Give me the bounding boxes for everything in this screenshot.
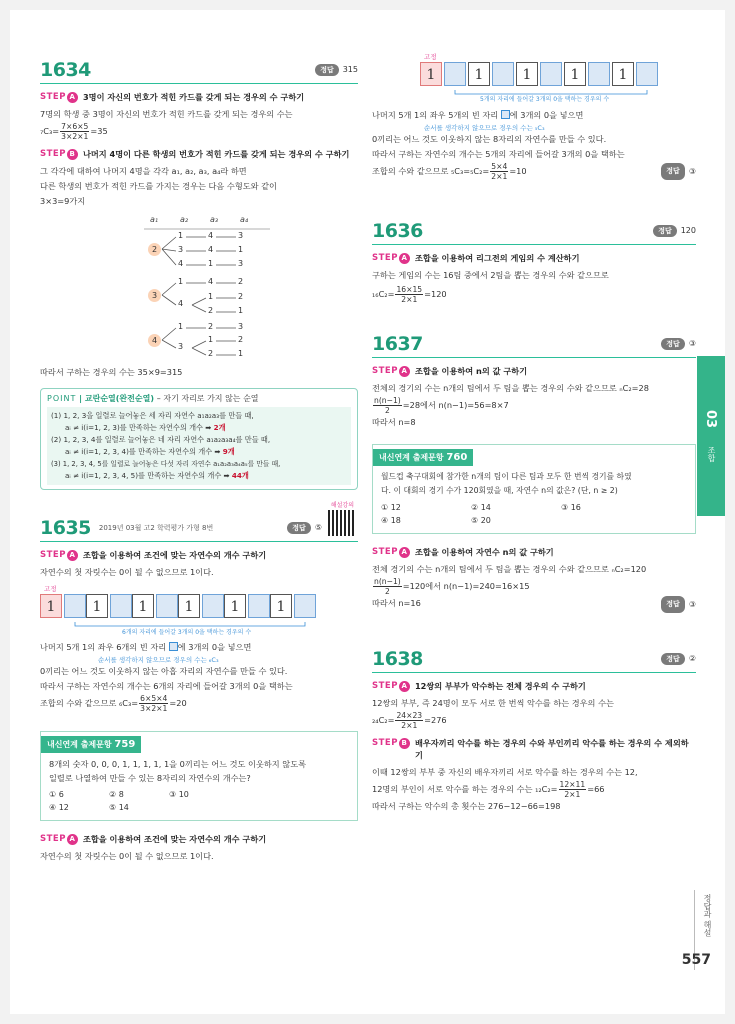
- conclusion: 따라서 구하는 경우의 수는 35×9=315: [40, 367, 183, 377]
- qr-code-icon[interactable]: [328, 510, 354, 536]
- step-title: 3명이 자신의 번호가 적힌 카드를 갖게 되는 경우의 수 구하기: [82, 92, 305, 102]
- answer-value: 120: [680, 226, 696, 235]
- text-line: 자연수의 첫 자릿수는 0이 될 수 없으므로 1이다.: [40, 567, 214, 577]
- formula-line: ₁₆C₂= $\frac{16\times 15}{2\times 1}$ =120: [372, 285, 447, 304]
- card: 1: [178, 594, 200, 618]
- problem-1637-header: [372, 332, 696, 358]
- card: 1: [132, 594, 154, 618]
- point-box: [40, 388, 358, 490]
- linked-body: 월드컵 축구대회에 참가한 n개의 팀이 다른 팀과 모두 한 번씩 경기를 하였 다. 이 대회의 경기 수가 120회였을 때, 자연수 n의 값은? (단, n ≥ 2) ① 12 ② 14 ③ 16 ④ 18 ⑤ 20: [373, 466, 695, 533]
- answer: [653, 225, 696, 237]
- text-line: 7명의 학생 중 3명이 자신의 번호가 적힌 카드를 갖게 되는 경우의 수는: [40, 109, 293, 119]
- problem-1635-header: [40, 502, 358, 542]
- tree-diagram: a₁ a₂ a₃ a₄ 2 3 4 1 4 3 3 4 1 4 1 3 1 4 2 4 1 2 2 1 1 2 3 3 1 2 2 1: [40, 215, 358, 365]
- text-line: 구하는 게임의 수는 16팀 중에서 2팀을 뽑는 경우의 수와 같으므로: [372, 270, 609, 280]
- qr-label: 해설강의: [330, 502, 354, 509]
- card: 1: [612, 62, 634, 86]
- card: 1: [516, 62, 538, 86]
- formula-line: $\frac{n(n-1)}{2}$ =120에서 n(n−1)=240=16×15: [374, 577, 530, 596]
- tree-header: a₂: [180, 215, 189, 224]
- blank-slot: [588, 62, 610, 86]
- card: 1: [86, 594, 108, 618]
- chapter-tab[interactable]: [697, 356, 725, 516]
- step-tag: STEP A: [40, 549, 78, 561]
- page-number: 557: [681, 952, 711, 968]
- formula-line: 따라서 n=16 정답 ③: [372, 596, 696, 613]
- linked-problem-760: [372, 444, 696, 534]
- text-line: 이때 12쌍의 부부 중 자신의 배우자끼리 서로 악수를 하는 경우의 수는 12,: [372, 767, 638, 777]
- fixed-card: 1: [420, 62, 442, 86]
- step-a-heading: [40, 91, 358, 103]
- card: 1: [468, 62, 490, 86]
- problem-1636-header: [372, 219, 696, 245]
- card-diagram: [40, 584, 358, 640]
- answer-badge: 정답: [661, 338, 685, 350]
- problem-number: 1638: [372, 647, 423, 670]
- step-a-heading: [40, 833, 358, 845]
- step-title: 조합을 이용하여 조건에 맞는 자연수의 개수 구하기: [82, 834, 267, 844]
- step-a-heading: [40, 549, 358, 561]
- step-a-heading: [372, 680, 696, 692]
- point-title: POINT | 교란순열(완전순열) – 자기 자리로 가지 않는 순열: [47, 394, 259, 403]
- formula-line: $\frac{n(n-1)}{2}$ =28에서 n(n−1)=56=8×7: [374, 396, 509, 415]
- fixed-card: 1: [40, 594, 62, 618]
- step-tag: STEP A: [372, 546, 410, 558]
- problem-1634-header: [40, 58, 358, 84]
- linked-header: 내신연계 출제문항 759: [41, 736, 141, 753]
- text-line: 따라서 구하는 악수의 총 횟수는 276−12−66=198: [372, 801, 561, 811]
- blank-slot: [156, 594, 178, 618]
- step-tag: STEP A: [372, 680, 410, 692]
- text-line: 따라서 구하는 자연수의 개수는 5개의 자리에 들어갈 3개의 0을 택하는: [372, 149, 625, 159]
- blank-slot: [540, 62, 562, 86]
- left-column: [40, 58, 358, 864]
- problem-number: 1634: [40, 58, 91, 81]
- formula-line: 12명의 부인이 서로 악수를 하는 경우의 수는 ₁₂C₂= $\frac{12\times 11}{2\times 1}$ =66: [372, 780, 605, 799]
- problem-number: 1637: [372, 332, 423, 355]
- text-line: 나머지 5개 1의 좌우 6개의 빈 자리 에 3개의 0을 넣으면: [40, 642, 252, 652]
- answer: [315, 64, 358, 76]
- formula-line: ₂₄C₂= $\frac{24\times 23}{2\times 1}$ =276: [372, 711, 447, 730]
- fixed-label: 고정: [424, 53, 437, 61]
- tree-header: a₄: [240, 215, 249, 224]
- step-a-heading: [372, 546, 696, 558]
- text-line: 따라서 구하는 자연수의 개수는 6개의 자리에 들어갈 3개의 0을 택하는: [40, 681, 293, 691]
- formula-line: 조합의 수와 같으므로 ₆C₃= $\frac{6\times 5\times 4}{3\times 2\times 1}$ =20: [40, 694, 187, 713]
- step-b-heading: [40, 148, 358, 160]
- card: 1: [270, 594, 292, 618]
- card: 1: [224, 594, 246, 618]
- text-line: 따라서 n=8: [372, 417, 416, 427]
- answer: 정답 ③: [661, 596, 696, 613]
- answer-value: ⑤: [314, 523, 322, 532]
- linked-body: 8개의 숫자 0, 0, 0, 1, 1, 1, 1, 1을 0끼리는 어느 것도 이웃하지 않도록 일렬로 나열하여 만들 수 있는 8자리의 자연수의 개수는? ① 6 ② 8 ③ 10 ④ 12 ⑤ 14: [41, 753, 357, 820]
- blank-slot: [636, 62, 658, 86]
- footer-label: 정답과 해설: [703, 894, 712, 937]
- step-tag: STEP A: [372, 252, 410, 264]
- note: 순서를 생각하지 않으므로 경우의 수는 ₆C₃: [98, 656, 219, 664]
- answer-value: ③: [688, 339, 696, 348]
- text-line: 0끼리는 어느 것도 이웃하지 않는 8자리의 자연수를 만들 수 있다.: [372, 134, 607, 144]
- point-content: (1) 1, 2, 3을 일렬로 늘어놓은 세 자리 자연수 a₁a₂a₃를 만들 때, aᵢ ≠ i(i=1, 2, 3)를 만족하는 자연수의 개수 ➡ 2개 (2) 1, 2, 3, 4를 일렬로 늘어놓은 네 자리 자연수 a₁a₂a₃a₄를 만들 때, aᵢ ≠ i(i=1, 2, 3, 4)를 만족하는 자연수의 개수 ➡ 9개 (3) 1, 2, 3, 4, 5를 일렬로 늘어놓은 다섯 자리 자연수 a₁a₂a₃a₄a₅를 만들 때, aᵢ ≠ i(i=1, 2, 3, 4, 5)를 만족하는 자연수의 개수 ➡ 44개: [47, 407, 351, 485]
- answer: [287, 522, 322, 534]
- card-diagram: [372, 52, 696, 102]
- tree-header: a₃: [210, 215, 219, 224]
- text-line: 자연수의 첫 자릿수는 0이 될 수 없으므로 1이다.: [40, 851, 214, 861]
- blank-slot: [492, 62, 514, 86]
- brace-label: 5개의 자리에 들어갈 3개의 0을 택하는 경우의 수: [480, 96, 610, 103]
- chapter-name: 조합: [707, 446, 716, 462]
- answer: [661, 338, 696, 350]
- answer-badge: 정답: [315, 64, 339, 76]
- problem-number: 1636: [372, 219, 423, 242]
- answer-value: ②: [688, 654, 696, 663]
- text-line: 0끼리는 어느 것도 이웃하지 않는 아홉 자리의 자연수를 만들 수 있다.: [40, 666, 288, 676]
- step-b-heading: [372, 737, 696, 761]
- step-tag: STEP A: [372, 365, 410, 377]
- blank-slot: [64, 594, 86, 618]
- tree-header: a₁: [150, 215, 159, 224]
- step-tag: STEP B: [372, 737, 410, 749]
- text-line: 나머지 5개 1의 좌우 5개의 빈 자리 에 3개의 0을 넣으면: [372, 110, 584, 120]
- step-a-heading: [372, 252, 696, 264]
- answer-badge: 정답: [661, 653, 685, 665]
- note: 순서를 생각하지 않으므로 경우의 수는 ₅C₃: [424, 124, 545, 132]
- chapter-number: 03: [703, 410, 718, 429]
- step-title: 12쌍의 부부가 악수하는 전체 경우의 수 구하기: [414, 681, 586, 691]
- step-title: 나머지 4명이 다른 학생의 번호가 적힌 카드를 갖게 되는 경우의 수 구하기: [82, 149, 350, 159]
- step-tag: STEP A: [40, 833, 78, 845]
- fixed-label: 고정: [44, 585, 57, 593]
- text-line: 12쌍의 부부, 즉 24명이 모두 서로 한 번씩 악수를 하는 경우의 수는: [372, 698, 614, 708]
- linked-header: 내신연계 출제문항 760: [373, 449, 473, 466]
- blank-slot: [202, 594, 224, 618]
- formula-line: 조합의 수와 같으므로 ₅C₃=₅C₂= $\frac{5\times 4}{2\times 1}$ =10 정답 ③: [372, 162, 696, 181]
- problem-source: 2019년 03월 고2 학력평가 가형 8번: [98, 523, 214, 532]
- answer-value: 315: [342, 65, 358, 74]
- text-line: 전체의 경기의 수는 n개의 팀에서 두 팀을 뽑는 경우의 수와 같으므로 ₙC₂=28: [372, 383, 649, 393]
- choices: ① 12 ② 14 ③ 16 ④ 18 ⑤ 20: [381, 503, 581, 525]
- blank-slot: [248, 594, 270, 618]
- linked-problem-759: [40, 731, 358, 821]
- answer: [661, 653, 696, 665]
- formula-line: ₇C₃= $\frac{7\times 6\times 5}{3\times 2\times 1}$ =35: [40, 122, 108, 141]
- blank-slot: [444, 62, 466, 86]
- text-line: 그 각각에 대하여 나머지 4명을 각각 a₁, a₂, a₃, a₄라 하면: [40, 166, 247, 176]
- answer-page: [10, 10, 725, 1014]
- step-title: 조합을 이용하여 조건에 맞는 자연수의 개수 구하기: [82, 550, 267, 560]
- answer-badge: 정답: [653, 225, 677, 237]
- text-line: 다른 학생의 번호가 적힌 카드를 가지는 경우는 다음 수형도와 같이: [40, 181, 277, 191]
- step-title: 조합을 이용하여 n의 값 구하기: [414, 366, 528, 376]
- step-title: 조합을 이용하여 리그전의 게임의 수 계산하기: [414, 253, 580, 263]
- right-column: [372, 52, 696, 814]
- step-title: 배우자끼리 악수를 하는 경우의 수와 부인끼리 악수를 하는 경우의 수 제외하기: [414, 738, 689, 760]
- blank-slot: [294, 594, 316, 618]
- problem-number: 1635: [40, 516, 91, 539]
- step-title: 조합을 이용하여 자연수 n의 값 구하기: [414, 547, 554, 557]
- answer-badge: 정답: [287, 522, 311, 534]
- answer: 정답 ③: [661, 163, 696, 180]
- brace-label: 6개의 자리에 들어갈 3개의 0을 택하는 경우의 수: [122, 629, 252, 636]
- choices: ① 6 ② 8 ③ 10 ④ 12 ⑤ 14: [49, 790, 189, 812]
- step-a-heading: [372, 365, 696, 377]
- step-tag: STEP B: [40, 148, 78, 160]
- text-line: 전체 경기의 수는 n개의 팀에서 두 팀을 뽑는 경우의 수와 같으므로 ₙC₂=120: [372, 564, 647, 574]
- blank-slot: [110, 594, 132, 618]
- text-line: 3×3=9가지: [40, 196, 86, 206]
- card: 1: [564, 62, 586, 86]
- problem-1638-header: [372, 647, 696, 673]
- step-tag: STEP A: [40, 91, 78, 103]
